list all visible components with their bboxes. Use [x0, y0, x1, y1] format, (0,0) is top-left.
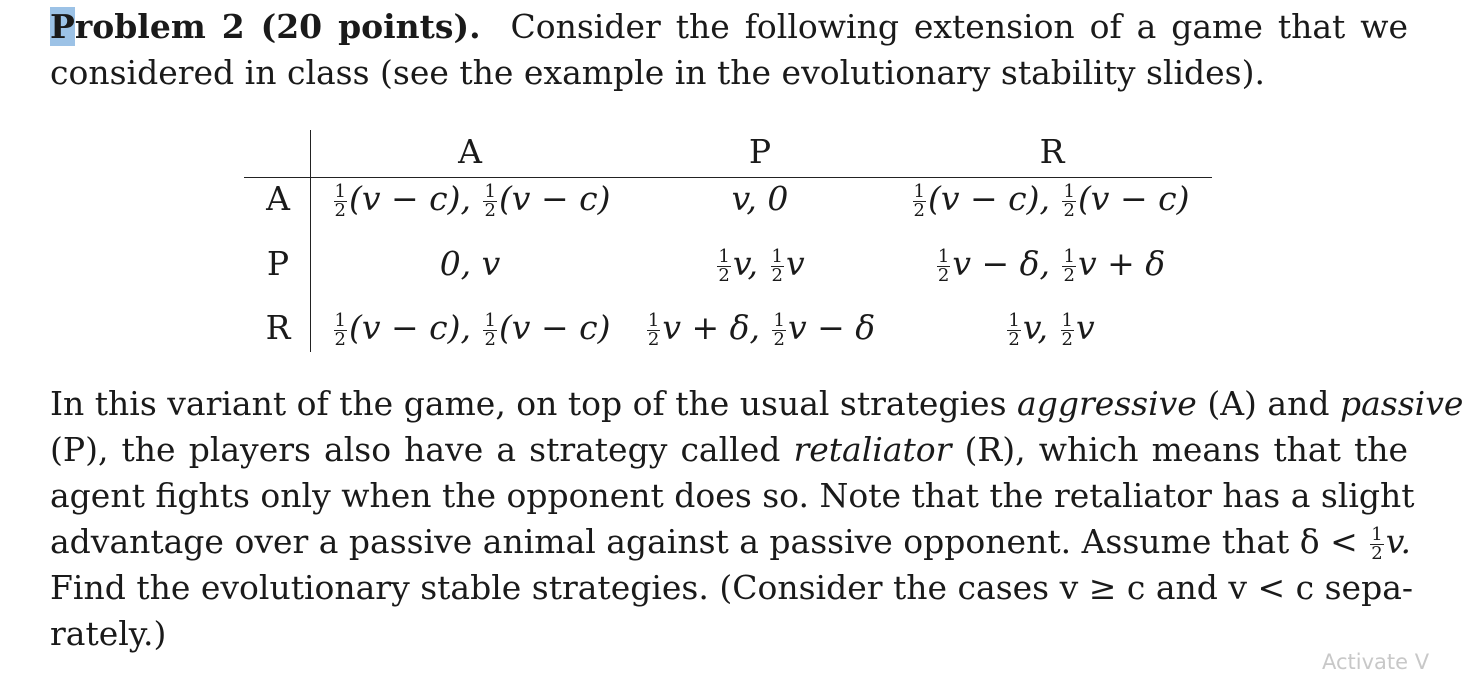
fraction-half: $\frac{1}{2}$ [484, 309, 496, 350]
problem-body [50, 381, 1463, 657]
fraction-half: $\frac{1}{2}$ [1063, 245, 1075, 286]
fraction-half: $\frac{1}{2}$ [1061, 309, 1073, 350]
cell-p-p: $\frac{1}{2}$ v, $\frac{1}{2}$ v [718, 244, 805, 286]
body-line-6: rately.) [50, 614, 167, 653]
fraction-half: $\frac{1}{2}$ [334, 309, 346, 350]
fraction-half: $\frac{1}{2}$ [913, 180, 925, 221]
col-header-p: P [748, 132, 772, 171]
col-header-r: R [1039, 132, 1065, 171]
problem-intro [50, 4, 1408, 96]
fraction-half: $\frac{1}{2}$ [718, 245, 730, 286]
problem-heading: Problem 2 (20 points). [50, 7, 481, 46]
intro-line-2: considered in class (see the example in the evolutionary stability slides). [50, 53, 1265, 92]
col-header-a: A [458, 132, 482, 171]
fraction-half: $\frac{1}{2}$ [647, 309, 660, 350]
fraction-half: $\frac{1}{2}$ [334, 180, 346, 221]
row-header-r: R [265, 308, 291, 347]
fraction-half: $\frac{1}{2}$ [937, 245, 950, 286]
fraction-half: $\frac{1}{2}$ [773, 309, 785, 350]
body-line-3: agent fights only when the opponent does so. Note that the retaliator has a slight [50, 476, 1415, 515]
cell-a-r: $\frac{1}{2}$ (v − c), $\frac{1}{2}$ (v − c) [913, 179, 1190, 221]
cell-r-r: $\frac{1}{2}$ v, $\frac{1}{2}$ v [1008, 308, 1095, 350]
intro-text-1: Consider the following extension of a game that we [510, 7, 1408, 46]
payoff-matrix [244, 128, 1212, 354]
body-line-1: In this variant of the game, on top of the usual strategies aggressive (A) and passive [50, 384, 1463, 423]
activate-windows-watermark: Activate V [1322, 650, 1430, 674]
cell-a-a: $\frac{1}{2}$ (v − c), $\frac{1}{2}$ (v − c) [334, 179, 611, 221]
cell-r-p: $\frac{1}{2}$ v + δ, $\frac{1}{2}$ v − δ [647, 308, 876, 350]
cell-a-p: v, 0 [731, 179, 789, 218]
cell-p-r: $\frac{1}{2}$ v − δ, $\frac{1}{2}$ v + δ [937, 244, 1166, 286]
matrix-vertical-rule [310, 130, 311, 352]
body-line-5: Find the evolutionary stable strategies. (Consider the cases v ≥ c and v < c sepa- [50, 568, 1414, 607]
cell-p-a: 0, v [439, 244, 501, 283]
matrix-horizontal-rule [244, 177, 1212, 178]
fraction-half: $\frac{1}{2}$ [1063, 180, 1075, 221]
intro-line-1 [50, 4, 1408, 50]
fraction-half: $\frac{1}{2}$ [484, 180, 496, 221]
fraction-half: $\frac{1}{2}$ [1371, 523, 1383, 564]
body-line-2: (P), the players also have a strategy called retaliator (R), which means that the [50, 430, 1408, 469]
selected-letter-highlight[interactable]: P [50, 7, 75, 46]
cell-r-a: $\frac{1}{2}$ (v − c), $\frac{1}{2}$ (v − c) [334, 308, 611, 350]
fraction-half: $\frac{1}{2}$ [771, 245, 783, 286]
body-line-4: advantage over a passive animal against a passive opponent. Assume that δ < $\frac{1}{2}$ v. [50, 522, 1411, 564]
row-header-a: A [266, 179, 290, 218]
fraction-half: $\frac{1}{2}$ [1008, 309, 1020, 350]
row-header-p: P [266, 244, 290, 283]
